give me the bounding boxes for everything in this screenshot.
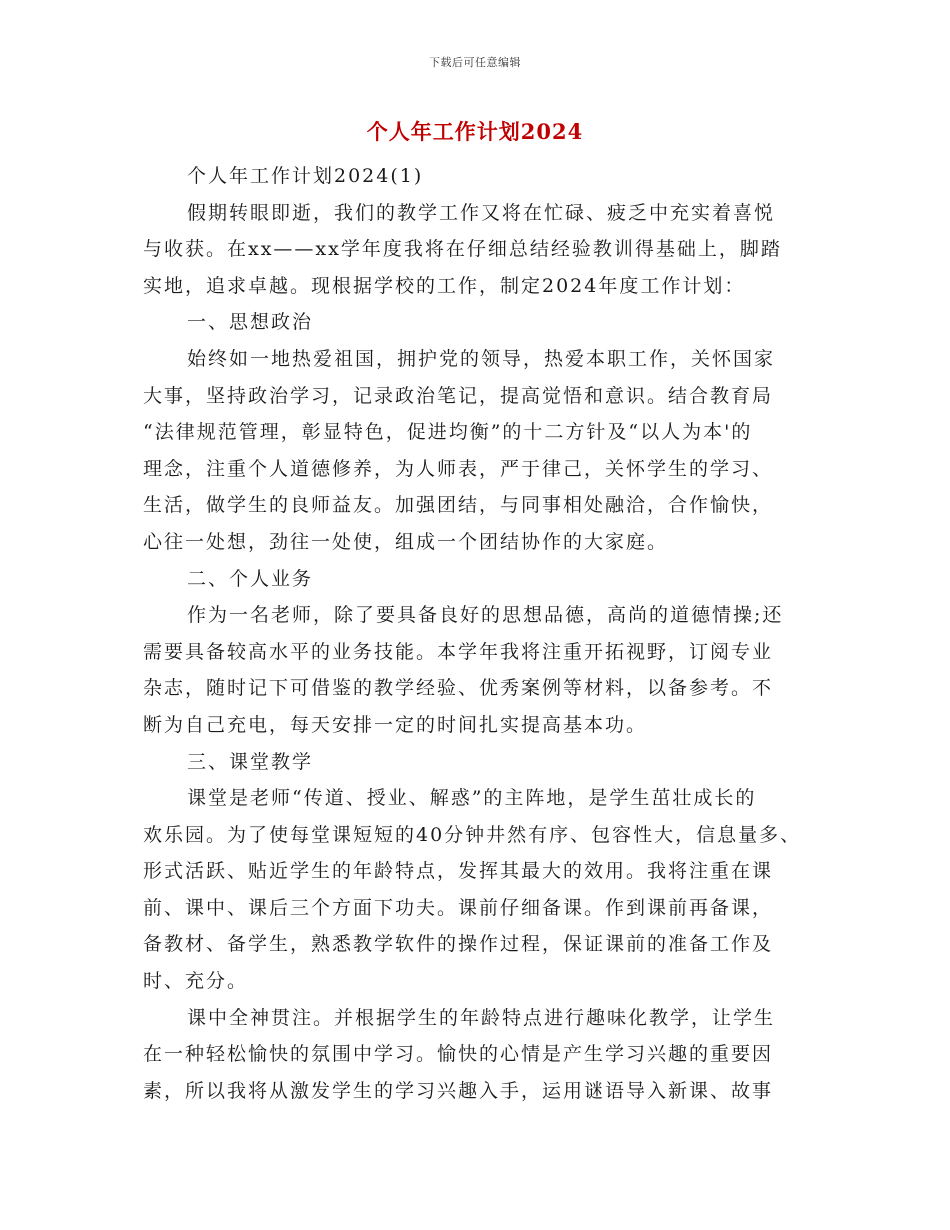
text-line: 备教材、备学生，熟悉教学软件的操作过程，保证课前的准备工作及 [143, 933, 774, 956]
text-line: 素，所以我将从激发学生的学习兴趣入手，运用谜语导入新课、故事 [143, 1079, 774, 1102]
text-line: 杂志，随时记下可借鉴的教学经验、优秀案例等材料，以备参考。不 [143, 677, 774, 700]
text-line: 生活，做学生的良师益友。加强团结，与同事相处融洽，合作愉快， [143, 494, 774, 517]
section-heading-classroom [143, 744, 815, 781]
intro-paragraph [143, 195, 815, 305]
text-line: 时、充分。 [143, 970, 249, 993]
text-line: 课堂是老师“传道、授业、解惑”的主阵地，是学生茁壮成长的 [187, 787, 757, 810]
text-line: 大事，坚持政治学习，记录政治笔记，提高觉悟和意识。结合教育局 [143, 384, 774, 407]
text-line: 断为自己充电，每天安排一定的时间扎实提高基本功。 [143, 713, 648, 736]
text-line: “法律规范管理，彰显特色，促进均衡”的十二方针及“以人为本'的 [143, 421, 753, 444]
text-line: 作为一名老师，除了要具备良好的思想品德，高尚的道德情操;还 [187, 604, 784, 627]
classroom-paragraph [143, 780, 815, 1000]
text-line: 个人年工作计划2024(1) [187, 165, 424, 187]
in-class-paragraph [143, 1000, 815, 1110]
text-line: 前、课中、课后三个方面下功夫。课前仔细备课。作到课前再备课， [143, 896, 774, 919]
text-line: 实地，追求卓越。现根据学校的工作，制定2024年度工作计划： [143, 274, 746, 297]
politics-paragraph [143, 341, 815, 561]
text-line: 欢乐园。为了使每堂课短短的40分钟井然有序、包容性大，信息量多、 [143, 823, 802, 846]
text-line: 需要具备较高水平的业务技能。本学年我将注重开拓视野，订阅专业 [143, 640, 774, 663]
text-line: 形式活跃、贴近学生的年龄特点，发挥其最大的效用。我将注重在课 [143, 860, 774, 883]
page-header-note: 下载后可任意编辑 [429, 56, 521, 69]
section-heading: 二、个人业务 [187, 567, 314, 590]
text-line: 始终如一地热爱祖国，拥护党的领导，热爱本职工作，关怀国家 [187, 347, 776, 370]
business-paragraph [143, 597, 815, 743]
text-line: 心往一处想，劲往一处使，组成一个团结协作的大家庭。 [143, 530, 669, 553]
text-line: 假期转眼即逝，我们的教学工作又将在忙碌、疲乏中充实着喜悦 [187, 201, 776, 224]
section-heading-politics [143, 304, 815, 341]
section-heading: 三、课堂教学 [187, 750, 314, 773]
document-title: 个人年工作计划2024 [366, 119, 584, 144]
text-line: 与收获。在xx——xx学年度我将在仔细总结经验教训得基础上，脚踏 [143, 238, 782, 261]
text-line: 在一种轻松愉快的氛围中学习。愉快的心情是产生学习兴趣的重要因 [143, 1043, 774, 1066]
text-line: 课中全神贯注。并根据学生的年龄特点进行趣味化教学，让学生 [187, 1006, 776, 1029]
section-heading-business [143, 561, 815, 598]
subtitle-paragraph [143, 158, 815, 195]
section-heading: 一、思想政治 [187, 311, 314, 334]
text-line: 理念，注重个人道德修养，为人师表，严于律己，关怀学生的学习、 [143, 457, 774, 480]
document-body [143, 158, 815, 1109]
